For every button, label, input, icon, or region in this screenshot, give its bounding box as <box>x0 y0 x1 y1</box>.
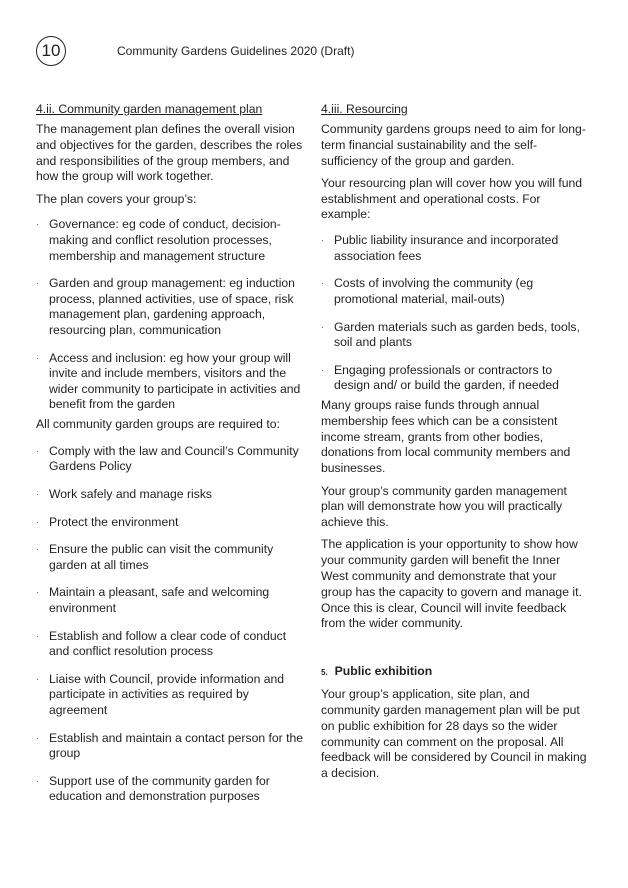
bullet-icon: · <box>36 445 39 456</box>
paragraph: The application is your opportunity to show how your community garden will benefit the Inner West community and demonstrate that your group has the capacity to govern and manage it. Once this is clear, Council will invite feedback from the wider community. <box>321 537 582 631</box>
list-item: · Establish and follow a clear code of conduct and conflict resolution process <box>36 628 287 659</box>
paragraph: All community garden groups are required to: <box>36 417 280 432</box>
bullet-icon: · <box>36 489 39 499</box>
list-item: · Access and inclusion: eg how your group will invite and include members, visitors and the wider community to participate in activities and benefit from the garden <box>36 350 301 412</box>
list-item: · Comply with the law and Council’s Community Gardens Policy <box>36 443 299 474</box>
list-item: · Governance: eg code of conduct, decision-making and conflict resolution processes, membership and management structure <box>36 217 281 263</box>
list-item: · Garden materials such as garden beds, tools, soil and plants <box>321 319 580 350</box>
list-item: · Public liability insurance and incorporated association fees <box>321 233 559 263</box>
list-item: · Work safely and manage risks <box>36 487 213 501</box>
bullet-icon: · <box>321 278 324 289</box>
covers-list <box>36 217 308 413</box>
bullet-icon: · <box>36 673 39 684</box>
list-item: · Garden and group management: eg induction process, planned activities, use of space, risk management plan, gardening approach, resourcing plan, communication <box>36 276 295 338</box>
section-number: 5. <box>321 668 328 678</box>
bullet-icon: · <box>36 587 39 598</box>
bullet-icon: · <box>36 352 39 363</box>
list-item: · Liaise with Council, provide information and participate in activities as required by agreement <box>36 671 285 717</box>
section-heading-public-exhibition <box>321 664 591 678</box>
bullet-icon: · <box>36 775 39 786</box>
bullet-icon: · <box>36 630 39 641</box>
list-item: · Engaging professionals or contractors to design and/ or build the garden, if needed <box>321 362 559 393</box>
bullet-icon: · <box>36 278 39 289</box>
paragraph: The plan covers your group’s: <box>36 191 197 206</box>
paragraph: Many groups raise funds through annual membership fees which can be a consistent income stream, grants from other bodies, donations from local community members and businesses. <box>321 398 571 476</box>
paragraph: The management plan defines the overall vision and objectives for the garden, describes the roles and responsibilities of the group members, and how the group will work together. <box>36 122 303 184</box>
bullet-icon: · <box>36 219 39 230</box>
right-column <box>321 102 591 788</box>
paragraph: Your group’s application, site plan, and community garden management plan will be put on public exhibition for 28 days so the wider community can comment on the proposal. All feedback will be considered by Council in making a decision. <box>321 687 587 781</box>
list-item: · Costs of involving the community (eg promotional material, mail-outs) <box>321 276 534 307</box>
bullet-icon: · <box>36 516 39 527</box>
list-item: · Establish and maintain a contact person for the group <box>36 730 304 761</box>
bullet-icon: · <box>36 732 39 743</box>
bullet-icon: · <box>321 321 324 332</box>
paragraph: Your group’s community garden management plan will demonstrate how you will practically achieve this. <box>321 483 567 530</box>
list-item: · Support use of the community garden for education and demonstration purposes <box>36 773 270 804</box>
bullet-icon: · <box>321 364 324 375</box>
list-item: · Ensure the public can visit the community garden at all times <box>36 542 274 572</box>
required-list <box>36 444 308 805</box>
paragraph: Community gardens groups need to aim for long-term financial sustainability and the self-sufficiency of the group and garden. <box>321 122 586 168</box>
section-heading-resourcing: 4.iii. Resourcing <box>321 102 408 116</box>
section-title: Public exhibition <box>334 664 433 679</box>
list-item: · Protect the environment <box>36 514 179 529</box>
bullet-icon: · <box>36 544 39 555</box>
paragraph: Your resourcing plan will cover how you will fund establishment and operational costs. For example: <box>321 175 583 222</box>
left-column <box>36 102 308 805</box>
list-item: · Maintain a pleasant, safe and welcoming environment <box>36 585 270 615</box>
bullet-icon: · <box>321 235 324 246</box>
document-title: Community Gardens Guidelines 2020 (Draft) <box>117 44 355 58</box>
page-number: 10 <box>36 36 66 66</box>
section-heading-management-plan: 4.ii. Community garden management plan <box>36 102 263 116</box>
resourcing-list <box>321 233 591 394</box>
